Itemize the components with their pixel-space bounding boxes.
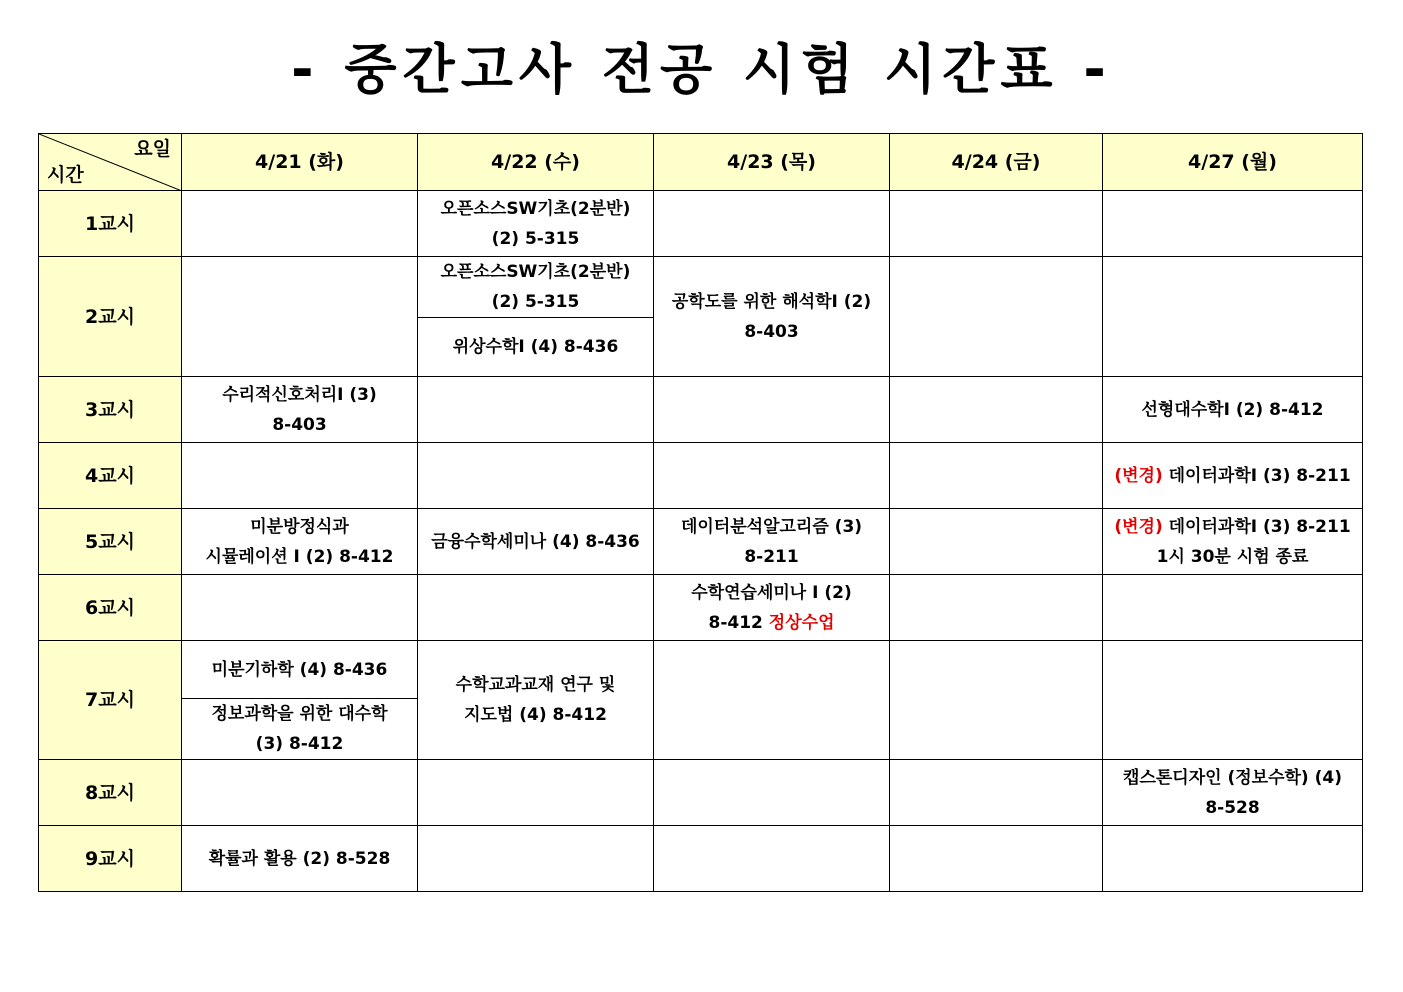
cell-empty — [890, 191, 1103, 257]
cell-empty — [182, 257, 418, 377]
exam-room: (2) 5-315 — [491, 292, 580, 312]
cell-empty — [418, 575, 654, 641]
exam-cell — [418, 641, 654, 760]
cell-empty — [1103, 826, 1363, 892]
cell-empty — [890, 443, 1103, 509]
exam-name: 수학교과교재 연구 및 — [455, 675, 616, 695]
exam-room: 시뮬레이션 I (2) 8-412 — [205, 546, 394, 567]
exam-cell — [418, 191, 654, 257]
exam-cell — [1103, 443, 1363, 509]
cell-empty — [182, 575, 418, 641]
cell-empty — [418, 826, 654, 892]
exam-room: 8-403 — [272, 414, 327, 435]
exam-name: 데이터과학I (3) 8-211 — [1162, 516, 1351, 537]
exam-room: 지도법 (4) 8-412 — [464, 705, 607, 725]
cell-empty — [182, 760, 418, 826]
time-axis-label: 시간 — [47, 164, 84, 186]
exam-name: 캡스톤디자인 (정보수학) (4) — [1123, 767, 1342, 788]
exam-name: 데이터과학I (3) 8-211 — [1162, 465, 1351, 486]
exam-room: (2) 5-315 — [491, 228, 580, 249]
exam-name: 오픈소스SW기초(2분반) — [440, 198, 631, 219]
exam-cell — [1103, 509, 1363, 575]
cell-empty — [654, 377, 890, 443]
day-header-tue: 4/21 (화) — [182, 134, 418, 191]
exam-note: 1시 30분 시험 종료 — [1156, 546, 1309, 567]
period-label: 9교시 — [39, 826, 182, 892]
exam-cell: 확률과 활용 (2) 8-528 — [182, 826, 418, 892]
day-header-fri: 4/24 (금) — [890, 134, 1103, 191]
exam-cell — [654, 575, 890, 641]
exam-cell — [418, 257, 654, 318]
exam-name: 오픈소스SW기초(2분반) — [440, 262, 631, 282]
cell-empty — [1103, 257, 1363, 377]
day-axis-label: 요일 — [134, 138, 171, 160]
change-tag: (변경) — [1114, 516, 1163, 537]
period-label: 3교시 — [39, 377, 182, 443]
exam-room: 8-528 — [1205, 797, 1260, 818]
cell-empty — [182, 191, 418, 257]
class-note: 정상수업 — [768, 612, 835, 633]
exam-name: 공학도를 위한 해석학I (2) — [671, 291, 872, 312]
cell-empty — [890, 257, 1103, 377]
exam-line — [1107, 512, 1358, 542]
corner-header — [39, 134, 182, 191]
cell-empty — [890, 377, 1103, 443]
cell-empty — [418, 377, 654, 443]
cell-empty — [654, 191, 890, 257]
exam-cell — [182, 699, 418, 760]
day-header-wed: 4/22 (수) — [418, 134, 654, 191]
exam-timetable — [38, 133, 1363, 892]
exam-cell: 위상수학I (4) 8-436 — [418, 318, 654, 377]
cell-empty — [418, 443, 654, 509]
period-label: 8교시 — [39, 760, 182, 826]
exam-cell — [182, 377, 418, 443]
cell-empty — [418, 760, 654, 826]
cell-empty — [890, 641, 1103, 760]
period-label: 6교시 — [39, 575, 182, 641]
cell-empty — [1103, 575, 1363, 641]
exam-cell — [182, 509, 418, 575]
period-label: 5교시 — [39, 509, 182, 575]
exam-name: 정보과학을 위한 대수학 — [211, 704, 388, 724]
exam-room: 8-412 — [708, 612, 769, 633]
period-label: 7교시 — [39, 641, 182, 760]
cell-empty — [890, 760, 1103, 826]
exam-room: (3) 8-412 — [255, 734, 344, 754]
exam-room: 8-403 — [744, 321, 799, 342]
exam-cell — [654, 509, 890, 575]
exam-name: 미분방정식과 — [250, 516, 349, 537]
period-label: 4교시 — [39, 443, 182, 509]
exam-cell: 미분기하학 (4) 8-436 — [182, 641, 418, 699]
exam-cell: 금융수학세미나 (4) 8-436 — [418, 509, 654, 575]
exam-name: 수리적신호처리I (3) — [222, 384, 377, 405]
period-label: 2교시 — [39, 257, 182, 377]
exam-cell: 선형대수학I (2) 8-412 — [1103, 377, 1363, 443]
cell-empty — [654, 760, 890, 826]
cell-empty — [890, 575, 1103, 641]
cell-empty — [890, 826, 1103, 892]
cell-empty — [654, 443, 890, 509]
day-header-thu: 4/23 (목) — [654, 134, 890, 191]
cell-empty — [890, 509, 1103, 575]
cell-empty — [182, 443, 418, 509]
exam-name: 수학연습세미나 I (2) — [691, 582, 852, 603]
page-title: - 중간고사 전공 시험 시간표 - — [291, 38, 1112, 101]
cell-empty — [654, 641, 890, 760]
cell-empty — [1103, 191, 1363, 257]
exam-cell — [1103, 760, 1363, 826]
cell-empty — [654, 826, 890, 892]
change-tag: (변경) — [1114, 465, 1163, 486]
period-label: 1교시 — [39, 191, 182, 257]
cell-empty — [1103, 641, 1363, 760]
day-header-mon: 4/27 (월) — [1103, 134, 1363, 191]
exam-cell — [654, 257, 890, 377]
exam-name: 데이터분석알고리즘 (3) — [680, 516, 863, 537]
exam-room-line — [658, 608, 885, 638]
exam-room: 8-211 — [744, 546, 799, 567]
